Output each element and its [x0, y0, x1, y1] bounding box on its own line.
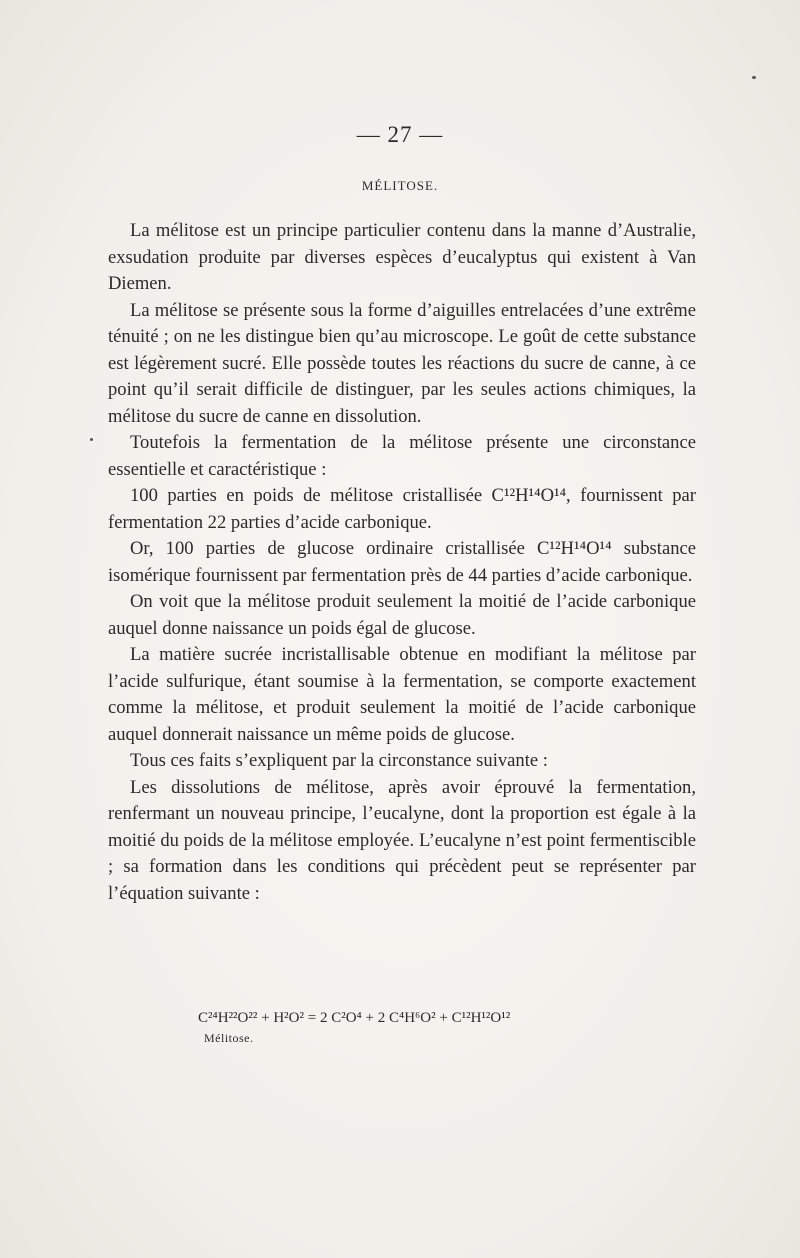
- paragraph: La mélitose se présente sous la forme d’aiguilles entrelacées d’une extrême ténuité ; on ne les distingue bien qu’au microscope. Le goût de cette substance est légèrement sucré. Elle possède toutes les réactions du sucre de canne, à ce point qu’il serait difficile de distinguer, par les seules actions chimiques, la mélitose du sucre de canne en dissolution.: [108, 299, 696, 427]
- paragraph: Or, 100 parties de glucose ordinaire cristallisée C¹²H¹⁴O¹⁴ substance isomérique fournissent par fermentation près de 44 parties d’acide carbonique.: [108, 538, 696, 586]
- body-text: [108, 218, 696, 907]
- paragraph: La mélitose est un principe particulier contenu dans la manne d’Australie, exsudation produite par diverses espèces d’eucalyptus qui existent à Van Diemen.: [108, 220, 696, 294]
- ink-speck: [752, 76, 756, 79]
- paragraph: Les dissolutions de mélitose, après avoir éprouvé la fermentation, renfermant un nouveau principe, l’eucalyne, dont la proportion est égale à la moitié du poids de la mélitose employée. L’eucalyne n’est point fermentiscible ; sa formation dans les conditions qui précèdent peut se représenter par l’équation suivante :: [108, 776, 696, 904]
- paragraph: Tous ces faits s’expliquent par la circonstance suivante :: [130, 750, 548, 771]
- chemical-equation: C²⁴H²²O²² + H²O² = 2 C²O⁴ + 2 C⁴H⁶O² + C¹²H¹²O¹²: [198, 1010, 511, 1026]
- paragraph: Toutefois la fermentation de la mélitose présente une circonstance essentielle et caractéristique :: [108, 432, 696, 480]
- paragraph: On voit que la mélitose produit seulement la moitié de l’acide carbonique auquel donne naissance un poids égal de glucose.: [108, 591, 696, 639]
- paragraph: 100 parties en poids de mélitose cristallisée C¹²H¹⁴O¹⁴, fournissent par fermentation 22 parties d’acide carbonique.: [108, 485, 696, 533]
- page-number: — 27 —: [356, 122, 444, 147]
- paragraph: La matière sucrée incristallisable obtenue en modifiant la mélitose par l’acide sulfurique, étant soumise à la fermentation, se comporte exactement comme la mélitose, et produit seulement la moitié de l’acide carbonique auquel donnerait naissance un même poids de glucose.: [108, 644, 696, 745]
- ink-speck: [90, 438, 93, 441]
- running-title: MÉLITOSE.: [361, 178, 439, 193]
- equation-label: Mélitose.: [204, 1031, 254, 1045]
